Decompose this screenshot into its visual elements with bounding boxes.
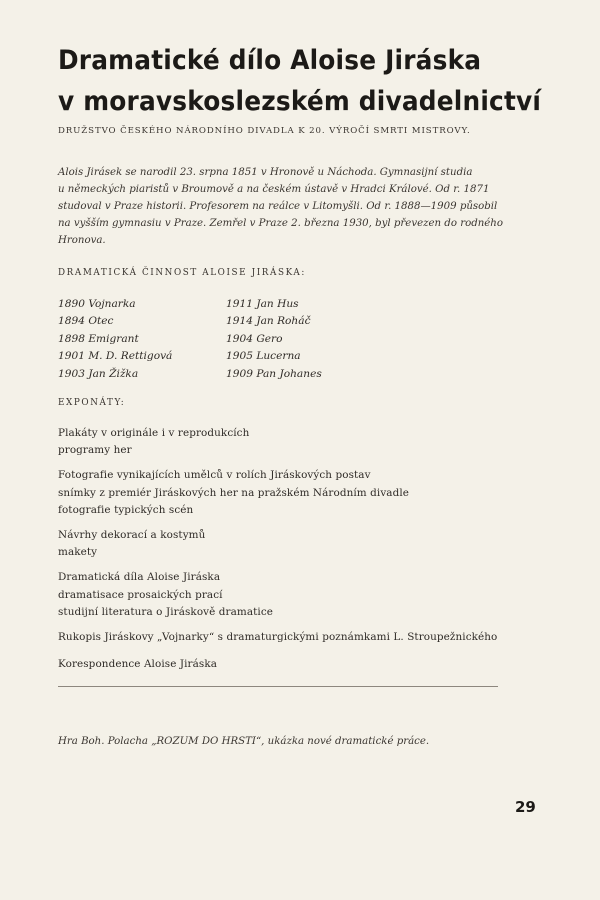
- exhibits-list: [58, 425, 528, 681]
- works-heading: DRAMATICKÁ ČINNOST ALOISE JIRÁSKA:: [58, 268, 306, 278]
- work-item: 1904 Gero: [226, 332, 283, 345]
- exhibit-line: Plakáty v originále i v reprodukcích: [58, 427, 250, 439]
- bio-line: studoval v Praze historii. Profesorem na reálce v Litomyšli. Od r. 1888—1909 působil: [58, 201, 498, 212]
- work-item: 1890 Vojnarka: [58, 298, 136, 310]
- work-item: 1914 Jan Roháč: [226, 315, 311, 328]
- page-number: 29: [515, 798, 536, 816]
- bio-line: u německých piaristů v Broumově a na českém ústavě v Hradci Králové. Od r. 1871: [58, 184, 490, 195]
- exhibit-line: Korespondence Aloise Jiráska: [58, 658, 218, 671]
- footer-note: Hra Boh. Polacha „ROZUM DO HRSTI“, ukázka nové dramatické práce.: [58, 736, 430, 747]
- exhibit-line: makety: [58, 546, 98, 559]
- exhibit-line: snímky z premiér Jiráskových her na pražském Národním divadle: [58, 486, 410, 499]
- work-item: 1898 Emigrant: [58, 332, 139, 345]
- exhibit-line: Návrhy dekorací a kostymů: [58, 529, 206, 542]
- exhibit-line: Fotografie vynikajících umělců v rolích Jiráskových postav: [58, 469, 371, 482]
- exhibit-line: fotografie typických scén: [58, 503, 194, 516]
- work-item: 1903 Jan Žižka: [58, 367, 139, 380]
- exhibit-line: programy her: [58, 444, 132, 457]
- title-line-2: v moravskoslezském divadelnictví: [58, 86, 542, 117]
- subtitle: DRUŽSTVO ČESKÉHO NÁRODNÍHO DIVADLA K 20. VÝROČÍ SMRTI MISTROVY.: [58, 126, 471, 136]
- exhibit-group: [58, 629, 528, 646]
- exhibit-line: Rukopis Jiráskovy „Vojnarky“ s dramaturgickými poznámkami L. Stroupežnického: [58, 631, 498, 644]
- horizontal-divider: [58, 686, 498, 687]
- bio-line: na vyšším gymnasiu v Praze. Zemřel v Praze 2. března 1930, byl převezen do rodného: [58, 218, 504, 229]
- exhibit-line: Dramatická díla Aloise Jiráska: [58, 571, 221, 584]
- exhibit-group: [58, 467, 528, 519]
- works-column-right: [226, 296, 322, 383]
- exhibit-line: dramatisace prosaických prací: [58, 588, 223, 601]
- work-item: 1909 Pan Johanes: [226, 367, 322, 380]
- work-item: 1905 Lucerna: [226, 350, 301, 363]
- work-item: 1901 M. D. Rettigová: [58, 350, 173, 363]
- bio-line: Alois Jirásek se narodil 23. srpna 1851 v Hronově u Náchoda. Gymnasijní studia: [58, 167, 473, 178]
- page-title: [58, 40, 542, 122]
- work-item: 1911 Jan Hus: [226, 298, 299, 310]
- exhibit-group: [58, 425, 528, 459]
- exhibit-group: [58, 527, 528, 561]
- work-item: 1894 Otec: [58, 315, 114, 328]
- biography-paragraph: [58, 164, 508, 249]
- exhibits-heading: EXPONÁTY:: [58, 398, 126, 408]
- exhibit-line: studijní literatura o Jiráskově dramatice: [58, 605, 274, 618]
- bio-line: Hronova.: [58, 235, 106, 246]
- exhibit-group: [58, 656, 528, 673]
- exhibit-group: [58, 569, 528, 621]
- title-line-1: Dramatické dílo Aloise Jiráska: [58, 45, 482, 76]
- works-column-left: [58, 296, 172, 383]
